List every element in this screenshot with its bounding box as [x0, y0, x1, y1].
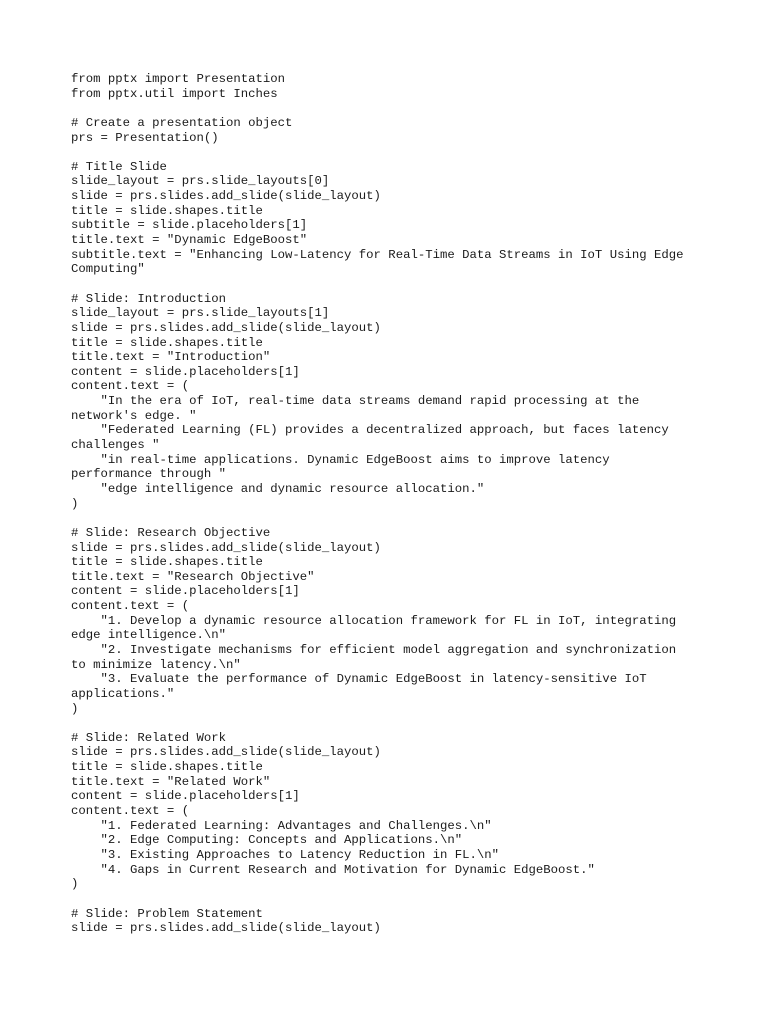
code-line: # Create a presentation object [71, 115, 293, 130]
code-line: # Slide: Introduction [71, 291, 226, 306]
code-line [71, 101, 731, 116]
code-line: performance through " [71, 467, 226, 482]
code-line: title.text = "Research Objective" [71, 569, 315, 584]
code-listing [71, 72, 731, 936]
code-line [71, 145, 731, 160]
code-line: "in real-time applications. Dynamic EdgeBoost aims to improve latency [71, 452, 610, 467]
code-line: content.text = ( [71, 379, 190, 394]
code-line: to minimize latency.\n" [71, 657, 241, 672]
code-line: prs = Presentation() [71, 130, 219, 145]
code-line: subtitle.text = "Enhancing Low-Latency for Real-Time Data Streams in IoT Using Edge [71, 247, 684, 262]
code-line: "3. Existing Approaches to Latency Reduction in FL.\n" [71, 847, 500, 862]
code-line: slide = prs.slides.add_slide(slide_layout) [71, 745, 381, 760]
code-line: slide_layout = prs.slide_layouts[0] [71, 174, 330, 189]
code-line: applications." [71, 686, 175, 701]
code-line [71, 716, 731, 731]
code-line: title = slide.shapes.title [71, 555, 263, 570]
code-line: # Slide: Related Work [71, 730, 226, 745]
code-line: slide_layout = prs.slide_layouts[1] [71, 306, 330, 321]
code-line: "edge intelligence and dynamic resource allocation." [71, 481, 485, 496]
code-line: subtitle = slide.placeholders[1] [71, 218, 308, 233]
code-line: content.text = ( [71, 599, 190, 614]
code-line: "Federated Learning (FL) provides a decentralized approach, but faces latency [71, 423, 669, 438]
code-line [71, 892, 731, 907]
code-line: challenges " [71, 438, 160, 453]
code-line: content.text = ( [71, 804, 190, 819]
code-line: slide = prs.slides.add_slide(slide_layout) [71, 921, 381, 936]
code-line: # Slide: Problem Statement [71, 906, 263, 921]
code-line: title = slide.shapes.title [71, 203, 263, 218]
code-line: title.text = "Dynamic EdgeBoost" [71, 233, 308, 248]
code-line: "1. Federated Learning: Advantages and Challenges.\n" [71, 818, 492, 833]
code-line: ) [71, 877, 79, 892]
code-line: "4. Gaps in Current Research and Motivation for Dynamic EdgeBoost." [71, 862, 595, 877]
code-line: content = slide.placeholders[1] [71, 789, 300, 804]
code-line: "3. Evaluate the performance of Dynamic EdgeBoost in latency-sensitive IoT [71, 672, 647, 687]
code-line: "2. Edge Computing: Concepts and Applications.\n" [71, 833, 463, 848]
code-line: title.text = "Introduction" [71, 350, 271, 365]
code-line: slide = prs.slides.add_slide(slide_layout) [71, 320, 381, 335]
code-line: from pptx.util import Inches [71, 86, 278, 101]
code-line: Computing" [71, 262, 145, 277]
code-line: content = slide.placeholders[1] [71, 584, 300, 599]
code-line: # Title Slide [71, 159, 167, 174]
code-line [71, 277, 731, 292]
code-line: "2. Investigate mechanisms for efficient model aggregation and synchronization [71, 642, 677, 657]
code-line: from pptx import Presentation [71, 72, 286, 86]
code-line [71, 511, 731, 526]
code-line: network's edge. " [71, 408, 197, 423]
code-line: title = slide.shapes.title [71, 335, 263, 350]
code-line: "In the era of IoT, real-time data streams demand rapid processing at the [71, 394, 640, 409]
code-line: slide = prs.slides.add_slide(slide_layout) [71, 189, 381, 204]
code-line: content = slide.placeholders[1] [71, 364, 300, 379]
code-line: title.text = "Related Work" [71, 774, 271, 789]
code-line: ) [71, 701, 79, 716]
code-line: ) [71, 496, 79, 511]
code-line: "1. Develop a dynamic resource allocation framework for FL in IoT, integrating [71, 613, 677, 628]
code-line: title = slide.shapes.title [71, 760, 263, 775]
code-line: # Slide: Research Objective [71, 525, 271, 540]
code-line: slide = prs.slides.add_slide(slide_layout) [71, 540, 381, 555]
code-line: edge intelligence.\n" [71, 628, 226, 643]
